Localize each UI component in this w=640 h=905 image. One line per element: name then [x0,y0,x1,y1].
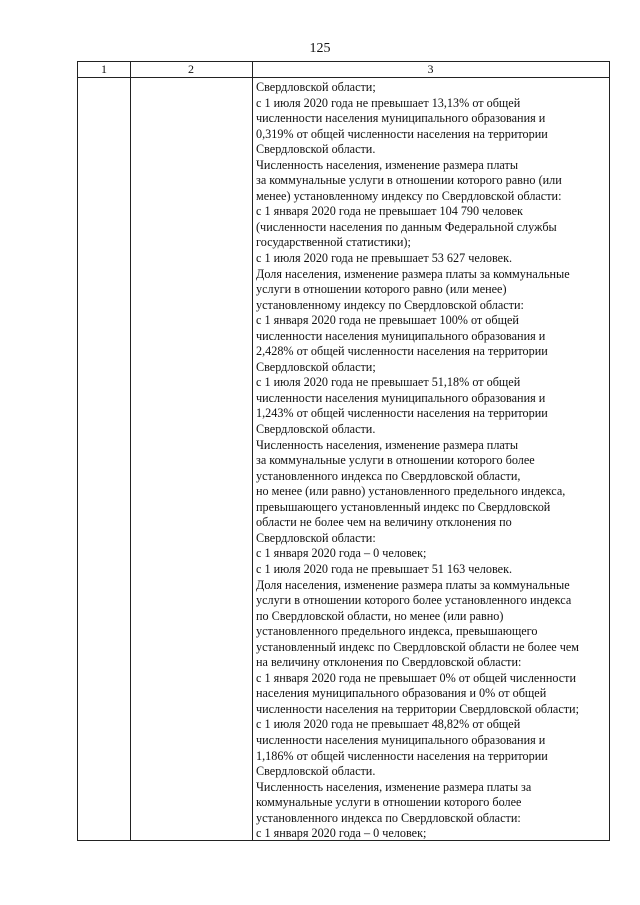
text-line: с 1 июля 2020 года не превышает 48,82% от общей [256,717,521,732]
text-line: 1,186% от общей численности населения на территории [256,748,548,763]
column-3-text [256,80,608,842]
document-table [77,61,610,841]
text-line: установленному индексу по Свердловской области: [256,297,524,312]
text-line: Свердловской области. [256,142,376,157]
text-line: численности населения на территории Свердловской области; [256,701,579,716]
text-line: с 1 января 2020 года не превышает 100% от общей [256,313,519,328]
text-line: установленного индекса по Свердловской области: [256,810,521,825]
text-line: на величину отклонения по Свердловской области: [256,655,522,670]
text-line: установленного индекса по Свердловской области, [256,468,521,483]
text-line: услуги в отношении которого более установленного индекса [256,593,572,608]
text-line: с 1 июля 2020 года не превышает 53 627 человек. [256,251,513,266]
text-line: Свердловской области. [256,422,376,437]
text-line: установленный индекс по Свердловской области не более чем [256,639,579,654]
text-line: за коммунальные услуги в отношении которого равно (или [256,173,562,188]
text-line: численности населения муниципального образования и [256,328,546,343]
text-line: с 1 июля 2020 года не превышает 13,13% от общей [256,95,521,110]
text-line: с 1 января 2020 года – 0 человек; [256,826,427,841]
text-line: Свердловской области. [256,764,376,779]
text-line: за коммунальные услуги в отношении которого более [256,453,535,468]
text-line: установленного предельного индекса, превышающего [256,624,538,639]
text-line: с 1 января 2020 года не превышает 0% от общей численности [256,670,577,685]
page-number: 125 [309,41,331,56]
text-line: численности населения муниципального образования и [256,111,546,126]
text-line: с 1 июля 2020 года не превышает 51 163 человек. [256,561,513,576]
text-line: с 1 января 2020 года – 0 человек; [256,546,427,561]
column-header-2: 2 [188,62,194,76]
text-line: Численность населения, изменение размера платы за [256,779,532,794]
text-line: государственной статистики); [256,235,411,250]
text-line: Доля населения, изменение размера платы за коммунальные [256,577,570,592]
text-line: Численность населения, изменение размера платы [256,437,519,452]
text-line: коммунальные услуги в отношении которого более [256,795,522,810]
text-line: численности населения муниципального образования и [256,390,546,405]
text-line: 0,319% от общей численности населения на территории [256,126,548,141]
text-line: (численности населения по данным Федеральной службы [256,219,557,234]
text-line: но менее (или равно) установленного предельного индекса, [256,484,566,499]
text-line: превышающего установленный индекс по Свердловской [256,499,551,514]
text-line: Свердловской области: [256,530,376,545]
text-line: 2,428% от общей численности населения на территории [256,344,548,359]
column-header-1: 1 [101,62,107,76]
text-line: Свердловской области; [256,359,376,374]
text-line: Свердловской области; [256,80,376,94]
text-line: с 1 июля 2020 года не превышает 51,18% от общей [256,375,521,390]
text-line: Доля населения, изменение размера платы за коммунальные [256,266,570,281]
text-line: Численность населения, изменение размера платы [256,157,519,172]
column-header-3: 3 [427,62,434,76]
column-divider [252,62,253,840]
text-line: численности населения муниципального образования и [256,732,546,747]
text-line: населения муниципального образования и 0% от общей [256,686,547,701]
text-line: услуги в отношении которого равно (или менее) [256,282,507,297]
text-line: 1,243% от общей численности населения на территории [256,406,548,421]
column-divider [130,62,131,840]
text-line: с 1 января 2020 года не превышает 104 790 человек [256,204,523,219]
text-line: по Свердловской области, но менее (или равно) [256,608,504,623]
text-line: менее) установленному индексу по Свердловской области: [256,188,562,203]
text-line: области не более чем на величину отклонения по [256,515,512,530]
